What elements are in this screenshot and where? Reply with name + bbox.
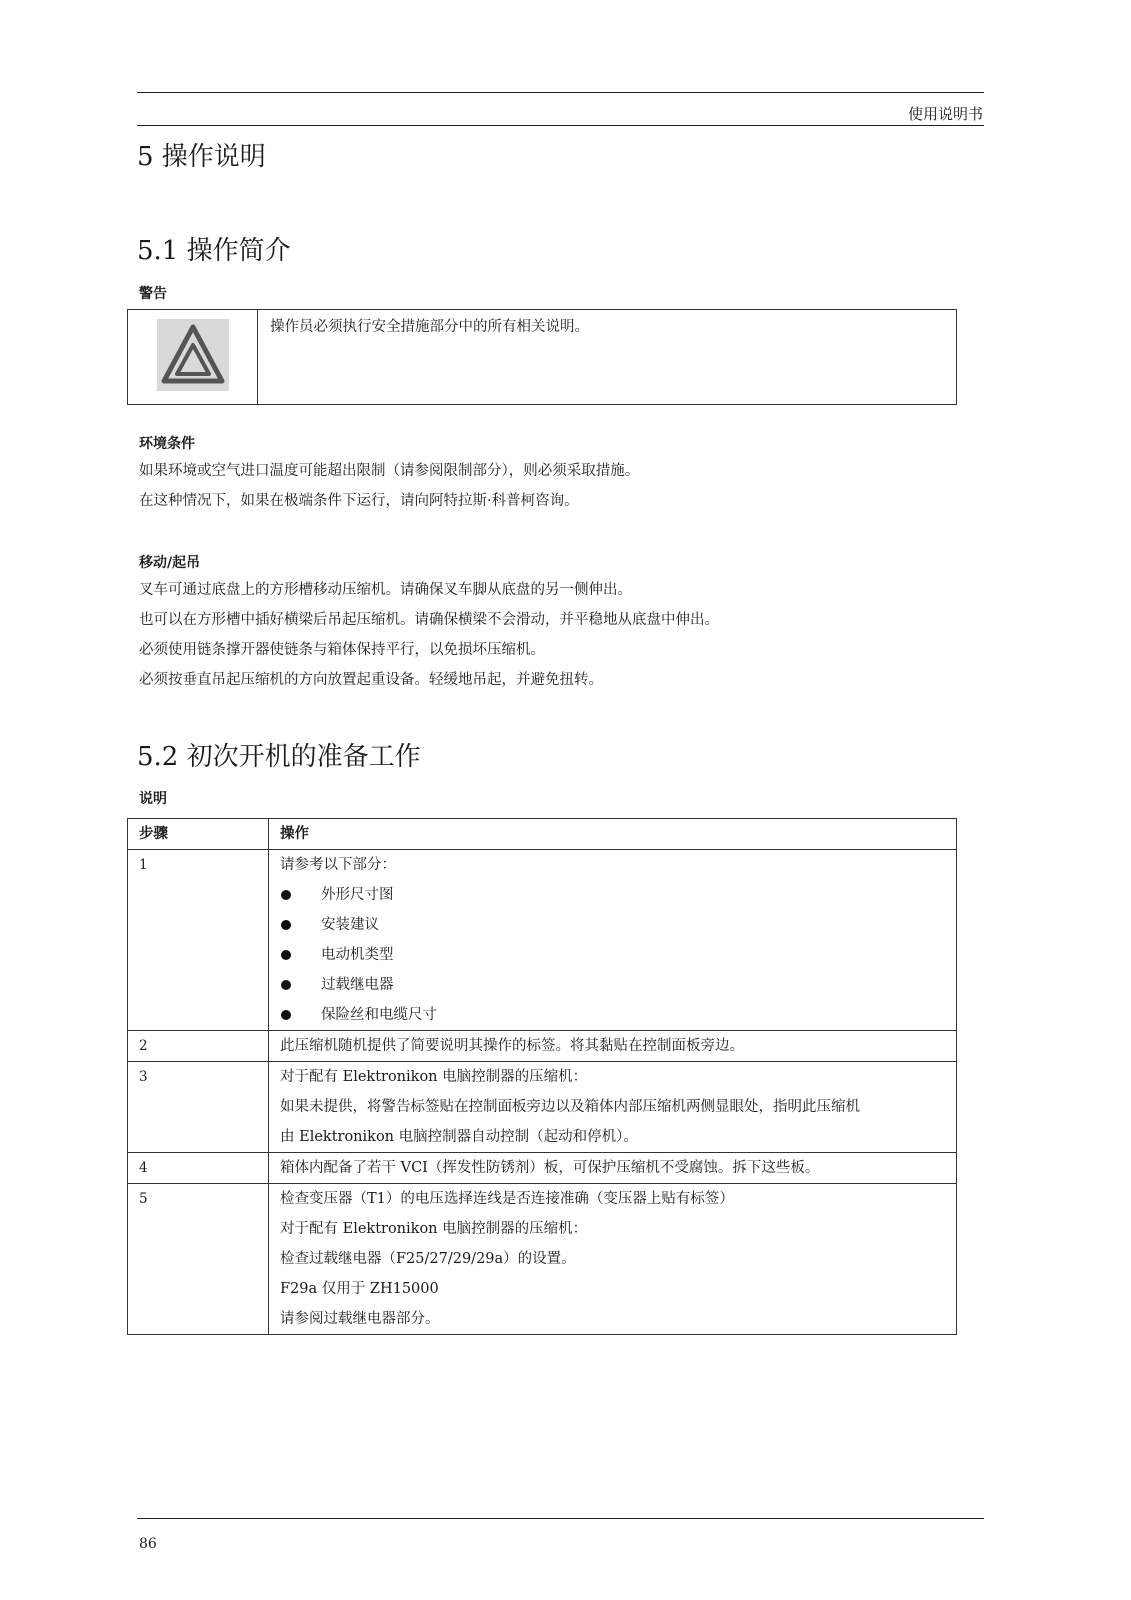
action-line: 检查变压器（T1）的电压选择连线是否连接准确（变压器上贴有标签） xyxy=(280,1191,734,1207)
bullet-icon xyxy=(281,980,291,990)
action-line: 箱体内配备了若干 VCI（挥发性防锈剂）板，可保护压缩机不受腐蚀。拆下这些板。 xyxy=(280,1160,820,1176)
warning-box xyxy=(127,309,957,405)
footer-rule xyxy=(137,1518,984,1519)
action-line: 检查过载继电器（F25/27/29/29a）的设置。 xyxy=(280,1251,576,1267)
bullet-icon xyxy=(281,890,291,900)
step-number: 1 xyxy=(128,850,269,1031)
header-title: 使用说明书 xyxy=(907,105,983,123)
step-number: 2 xyxy=(128,1031,269,1062)
bullet-text: 外形尺寸图 xyxy=(321,887,394,903)
environment-label: 环境条件 xyxy=(139,436,195,452)
header-top-rule xyxy=(137,92,984,93)
moving-label: 移动/起吊 xyxy=(139,555,201,571)
bullet-item xyxy=(280,940,950,970)
environment-line: 如果环境或空气进口温度可能超出限制（请参阅限制部分），则必须采取措施。 xyxy=(139,463,640,479)
chapter-title: 5 操作说明 xyxy=(137,142,266,172)
table-header-row xyxy=(128,819,957,850)
step-action xyxy=(269,1184,957,1335)
step-action xyxy=(269,1153,957,1184)
bullet-item xyxy=(280,970,950,1000)
header-step: 步骤 xyxy=(128,819,269,850)
action-line: 对于配有 Elektronikon 电脑控制器的压缩机： xyxy=(280,1069,588,1085)
step-number: 4 xyxy=(128,1153,269,1184)
section-2-title: 5.2 初次开机的准备工作 xyxy=(137,742,421,772)
table-row xyxy=(128,1184,957,1335)
warning-text: 操作员必须执行安全措施部分中的所有相关说明。 xyxy=(258,310,957,405)
bullet-icon xyxy=(281,950,291,960)
steps-table xyxy=(127,818,957,1335)
step-action xyxy=(269,1031,957,1062)
action-line: 请参考以下部分： xyxy=(280,857,396,873)
bullet-item xyxy=(280,1000,950,1030)
bullet-text: 过载继电器 xyxy=(321,977,394,993)
moving-line: 必须使用链条撑开器使链条与箱体保持平行，以免损坏压缩机。 xyxy=(139,642,545,658)
step-number: 3 xyxy=(128,1062,269,1153)
warning-icon-cell xyxy=(128,310,258,405)
page-number: 86 xyxy=(139,1536,157,1552)
action-line: 由 Elektronikon 电脑控制器自动控制（起动和停机）。 xyxy=(280,1129,638,1145)
warning-label: 警告 xyxy=(139,286,167,302)
moving-line: 也可以在方形槽中插好横梁后吊起压缩机。请确保横梁不会滑动，并平稳地从底盘中伸出。 xyxy=(139,612,719,628)
header-bottom-rule xyxy=(137,125,984,126)
bullet-item xyxy=(280,910,950,940)
step-number: 5 xyxy=(128,1184,269,1335)
action-line: 如果未提供，将警告标签贴在控制面板旁边以及箱体内部压缩机两侧显眼处，指明此压缩机 xyxy=(280,1099,860,1115)
action-line: F29a 仅用于 ZH15000 xyxy=(280,1281,439,1297)
moving-paragraph xyxy=(139,575,719,695)
bullet-text: 电动机类型 xyxy=(321,947,394,963)
moving-line: 必须按垂直吊起压缩机的方向放置起重设备。轻缓地吊起，并避免扭转。 xyxy=(139,672,603,688)
warning-triangle-icon xyxy=(128,310,257,399)
step-action xyxy=(269,850,957,1031)
table-row xyxy=(128,1062,957,1153)
environment-paragraph xyxy=(139,456,639,516)
table-row xyxy=(128,1153,957,1184)
instructions-label: 说明 xyxy=(139,791,167,807)
action-line: 对于配有 Elektronikon 电脑控制器的压缩机： xyxy=(280,1221,588,1237)
environment-line: 在这种情况下，如果在极端条件下运行，请向阿特拉斯·科普柯咨询。 xyxy=(139,493,579,509)
section-1-title: 5.1 操作简介 xyxy=(137,236,291,266)
bullet-item xyxy=(280,880,950,910)
bullet-icon xyxy=(281,920,291,930)
bullet-icon xyxy=(281,1010,291,1020)
bullet-text: 安装建议 xyxy=(321,917,379,933)
action-line: 此压缩机随机提供了简要说明其操作的标签。将其黏贴在控制面板旁边。 xyxy=(280,1038,744,1054)
header-action: 操作 xyxy=(269,819,957,850)
moving-line: 叉车可通过底盘上的方形槽移动压缩机。请确保叉车脚从底盘的另一侧伸出。 xyxy=(139,582,632,598)
action-line: 请参阅过载继电器部分。 xyxy=(280,1311,440,1327)
step-action xyxy=(269,1062,957,1153)
table-row xyxy=(128,850,957,1031)
table-row xyxy=(128,1031,957,1062)
bullet-text: 保险丝和电缆尺寸 xyxy=(321,1007,437,1023)
